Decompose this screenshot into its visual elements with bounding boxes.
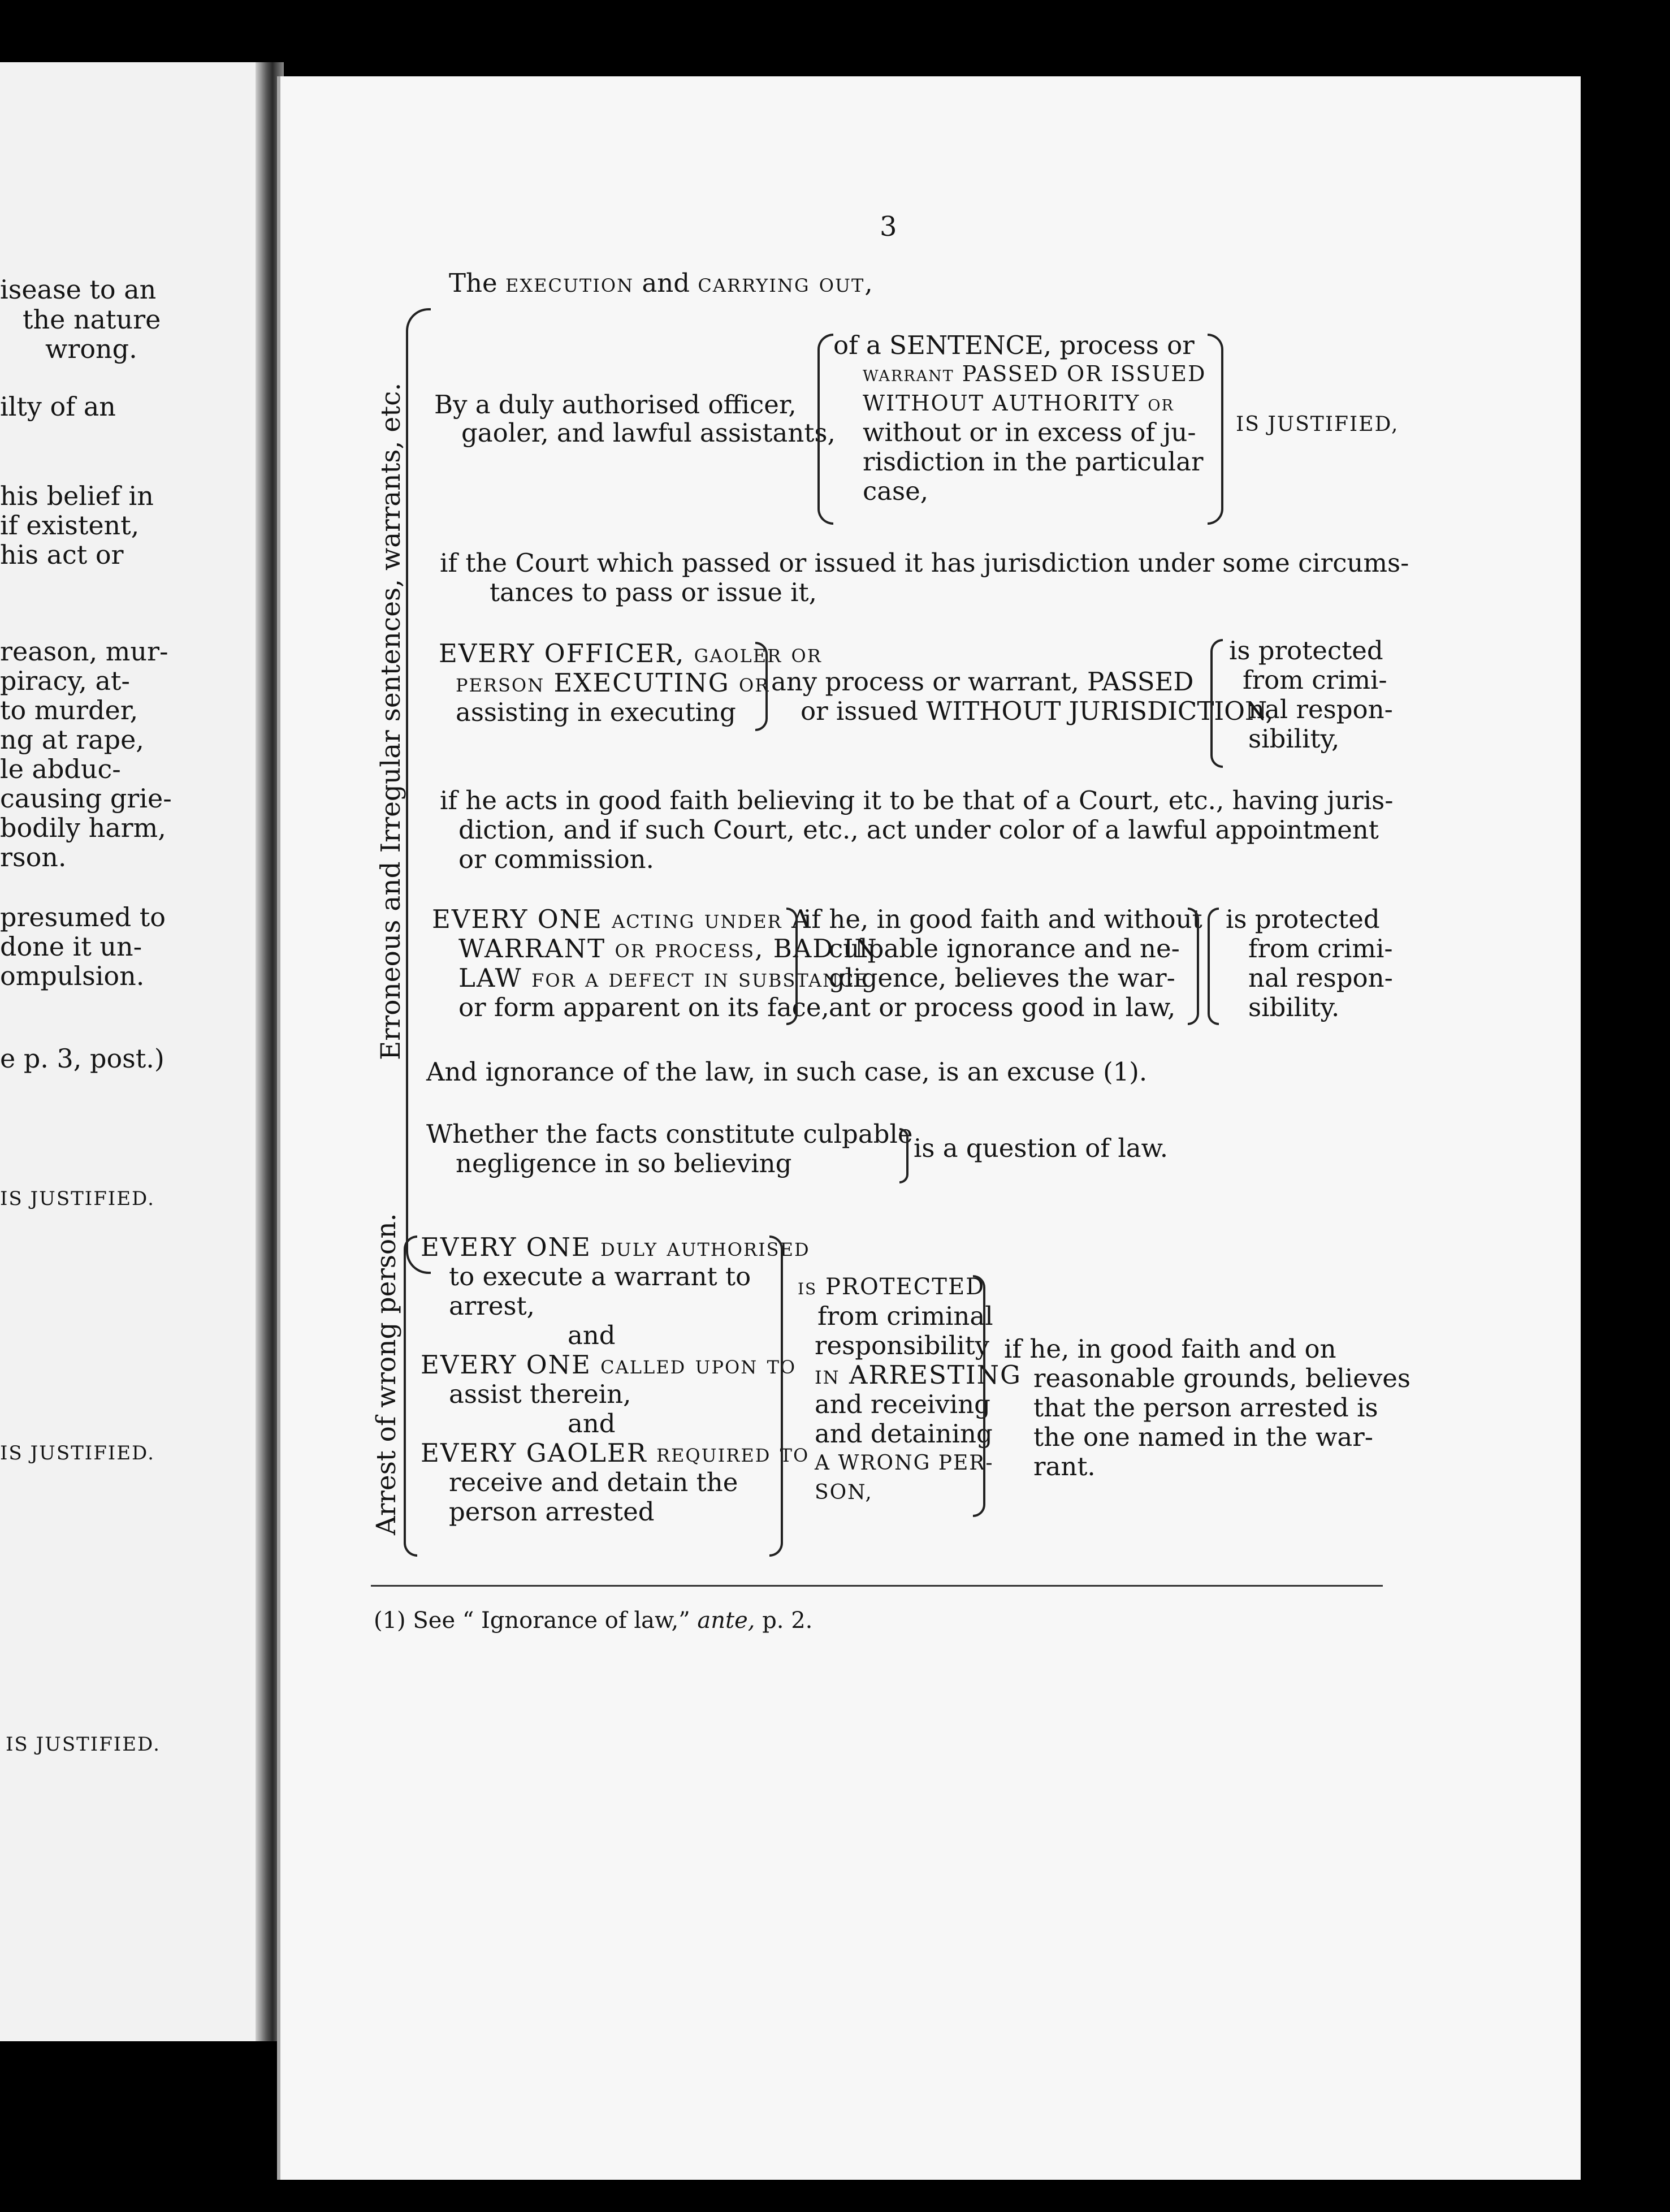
block3-middle-line: ant or process good in law, bbox=[829, 992, 1176, 1022]
block4-middle-line: in ARRESTING bbox=[815, 1360, 1022, 1390]
block4-left-line: to execute a warrant to bbox=[449, 1261, 751, 1291]
side-label-arrest-wrong-person: Arrest of wrong person. bbox=[371, 1213, 402, 1535]
block4-brace-left bbox=[769, 1235, 783, 1557]
left-text-line: ompulsion. bbox=[0, 961, 145, 991]
block4-left-line: arrest, bbox=[449, 1291, 535, 1321]
block3-right-line: from crimi- bbox=[1248, 934, 1393, 964]
previous-page-fragment bbox=[0, 62, 266, 2041]
block1-middle-line: without or in excess of ju- bbox=[863, 417, 1196, 447]
question-brace bbox=[899, 1128, 908, 1183]
block4-right-line: that the person arrested is bbox=[1033, 1393, 1378, 1423]
left-text-line: bodily harm, bbox=[0, 813, 166, 843]
section2-brace bbox=[404, 1235, 417, 1557]
left-text-line: wrong. bbox=[45, 334, 137, 364]
block2-right-line: nal respon- bbox=[1248, 694, 1393, 724]
block2-condition-line: diction, and if such Court, etc., act under color of a lawful appointment bbox=[458, 815, 1379, 845]
left-text-line: to murder, bbox=[0, 695, 139, 725]
block2-left-line: EVERY OFFICER, gaoler or bbox=[439, 638, 822, 668]
block4-brace-right bbox=[973, 1275, 985, 1517]
block3-right-line: sibility. bbox=[1248, 992, 1340, 1022]
block4-left-line: person arrested bbox=[449, 1497, 655, 1527]
block3-brace-left bbox=[1208, 908, 1219, 1025]
left-text-line: ilty of an bbox=[0, 391, 116, 422]
footnote: (1) See “ Ignorance of law,” ante, p. 2. bbox=[374, 1608, 813, 1634]
question-left-line: Whether the facts constitute culpable bbox=[426, 1119, 913, 1149]
block3-middle-line: if he, in good faith and without bbox=[803, 904, 1202, 934]
block4-right-line: if he, in good faith and on bbox=[1004, 1334, 1336, 1364]
block1-middle-line: risdiction in the particular bbox=[863, 447, 1204, 477]
block3-right-line: nal respon- bbox=[1248, 963, 1393, 993]
block2-brace-right bbox=[755, 642, 768, 731]
left-text-line: his act or bbox=[0, 539, 124, 570]
block2-left-line: person EXECUTING or bbox=[456, 668, 770, 698]
block4-middle-line: and receiving bbox=[815, 1389, 990, 1419]
block3-middle-line: gligence, believes the war- bbox=[829, 963, 1175, 993]
left-text-line: e p. 3, post.) bbox=[0, 1043, 165, 1074]
page bbox=[277, 76, 1581, 2180]
block4-middle-line: is PROTECTED bbox=[798, 1274, 985, 1300]
block2-right-line: is protected bbox=[1229, 636, 1383, 666]
block3-right-line: is protected bbox=[1226, 904, 1380, 934]
left-text-line: done it un- bbox=[0, 931, 142, 962]
block1-middle-line: of a SENTENCE, process or bbox=[833, 330, 1195, 360]
page-number: 3 bbox=[880, 211, 897, 243]
block1-justified: IS JUSTIFIED, bbox=[1236, 413, 1399, 436]
block2-middle-line: or issued WITHOUT JURISDICTION, bbox=[801, 696, 1274, 726]
left-text-line: rson. bbox=[0, 842, 67, 872]
block4-right-line: the one named in the war- bbox=[1033, 1422, 1373, 1452]
question-right: is a question of law. bbox=[914, 1133, 1169, 1163]
block2-condition-line: if he acts in good faith believing it to be that of a Court, etc., having juris- bbox=[440, 785, 1394, 815]
block4-left-line: and bbox=[568, 1409, 616, 1438]
block4-middle-line: from criminal bbox=[817, 1301, 993, 1331]
left-text-line: if existent, bbox=[0, 510, 140, 541]
ignorance-excuse: And ignorance of the law, in such case, is an excuse (1). bbox=[426, 1057, 1148, 1087]
footnote-rule bbox=[371, 1585, 1383, 1587]
block2-brace-left bbox=[1210, 639, 1223, 768]
block1-brace-right bbox=[1208, 334, 1223, 525]
block1-left-line: gaoler, and lawful assistants, bbox=[461, 418, 836, 448]
left-text-line: le abduc- bbox=[0, 754, 121, 784]
block2-left-line: assisting in executing bbox=[456, 697, 736, 727]
block4-middle-line: SON, bbox=[815, 1481, 873, 1504]
block4-left-line: and bbox=[568, 1320, 616, 1350]
block1-condition-line: if the Court which passed or issued it has jurisdiction under some circums- bbox=[440, 548, 1409, 578]
block4-middle-line: A WRONG PER- bbox=[815, 1451, 994, 1475]
block4-left-line: assist therein, bbox=[449, 1379, 631, 1409]
question-left-line: negligence in so believing bbox=[456, 1148, 792, 1178]
left-text-line: his belief in bbox=[0, 481, 154, 511]
block4-middle-line: and detaining bbox=[815, 1419, 993, 1449]
block1-brace-left bbox=[817, 334, 833, 525]
block3-middle-line: culpable ignorance and ne- bbox=[829, 934, 1180, 964]
block1-condition-line: tances to pass or issue it, bbox=[490, 577, 817, 607]
block4-left-line: EVERY GAOLER required to bbox=[421, 1438, 810, 1468]
section-heading: The execution and carrying out, bbox=[449, 268, 874, 298]
block4-right-line: rant. bbox=[1033, 1451, 1096, 1481]
side-label-erroneous-sentences: Erroneous and Irregular sentences, warrants, etc. bbox=[375, 382, 406, 1060]
left-text-line: piracy, at- bbox=[0, 666, 130, 696]
left-text-line: ng at rape, bbox=[0, 724, 144, 755]
block3-brace-middle bbox=[1188, 908, 1199, 1025]
block1-middle-line: case, bbox=[863, 476, 929, 506]
block2-right-line: from crimi- bbox=[1243, 665, 1387, 695]
block2-middle-line: any process or warrant, PASSED bbox=[771, 667, 1194, 697]
left-text-line: IS JUSTIFIED. bbox=[6, 1733, 161, 1756]
block3-left-line: or form apparent on its face, bbox=[458, 992, 829, 1022]
block3-left-line: WARRANT or process, BAD IN bbox=[458, 934, 878, 964]
block1-left-line: By a duly authorised officer, bbox=[434, 390, 797, 420]
left-text-line: isease to an bbox=[0, 274, 157, 305]
left-text-line: the nature bbox=[23, 304, 161, 335]
block2-condition-line: or commission. bbox=[458, 844, 654, 874]
block3-left-line: LAW for a defect in substance bbox=[458, 963, 869, 993]
left-text-line: presumed to bbox=[0, 902, 166, 932]
block1-middle-line: WITHOUT AUTHORITY or bbox=[863, 391, 1174, 416]
block4-left-line: receive and detain the bbox=[449, 1467, 738, 1497]
left-text-line: IS JUSTIFIED. bbox=[0, 1442, 155, 1464]
block1-middle-line: warrant PASSED OR ISSUED bbox=[863, 361, 1206, 386]
left-text-line: reason, mur- bbox=[0, 636, 168, 667]
block2-right-line: sibility, bbox=[1248, 724, 1340, 754]
left-text-line: causing grie- bbox=[0, 783, 172, 814]
block4-middle-line: responsibility bbox=[815, 1330, 990, 1360]
block3-left-line: EVERY ONE acting under A bbox=[432, 904, 811, 934]
block3-brace-right bbox=[786, 908, 798, 1025]
block4-left-line: EVERY ONE called upon to bbox=[421, 1350, 797, 1380]
block4-right-line: reasonable grounds, believes bbox=[1033, 1363, 1411, 1393]
left-text-line: IS JUSTIFIED. bbox=[0, 1187, 155, 1210]
block4-left-line: EVERY ONE duly authorised bbox=[421, 1232, 810, 1262]
